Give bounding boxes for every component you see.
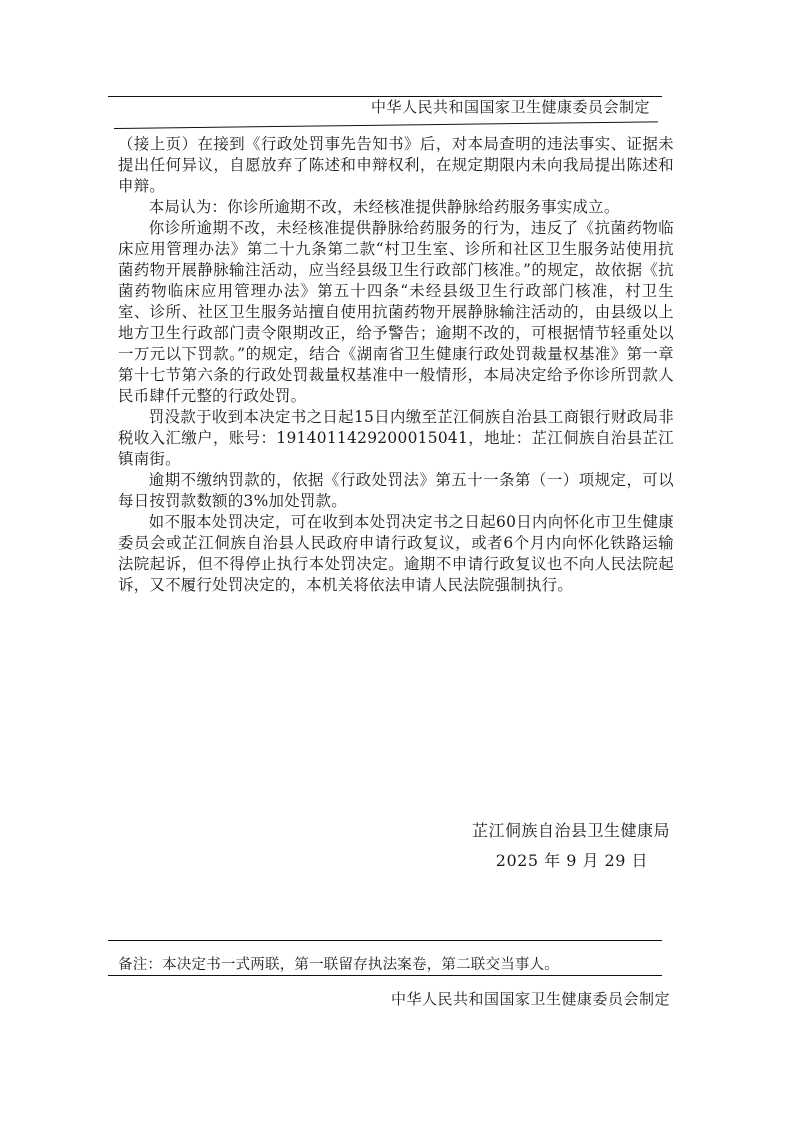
footer-issuer: 中华人民共和国国家卫生健康委员会制定 — [390, 990, 670, 1008]
paragraph-continuation: （接上页）在接到《行政处罚事先告知书》后，对本局查明的违法事实、证据未提出任何异议，自愿放弃了陈述和申辩权利，在规定期限内未向我局提出陈述和申辩。 — [118, 135, 674, 195]
remark-bottom-rule — [108, 975, 662, 976]
remark-top-rule — [108, 940, 662, 941]
paragraph-appeal: 如不服本处罚决定，可在收到本处罚决定书之日起60日内向怀化市卫生健康委员会或芷江侗族自治县人民政府申请行政复议，或者6个月内向怀化铁路运输法院起诉，但不得停止执行本处罚决定。逾期不申请行政复议也不向人民法院起诉，又不履行处罚决定的，本机关将依法申请人民法院强制执行。 — [118, 513, 674, 594]
header-bottom-rule — [114, 121, 658, 129]
signature-organization: 芷江侗族自治县卫生健康局 — [471, 821, 670, 840]
signature-date: 2025 年 9 月 29 日 — [495, 851, 648, 870]
paragraph-legal-basis: 你诊所逾期不改，未经核准提供静脉给药服务的行为，违反了《抗菌药物临床应用管理办法》第二十九条第二款“村卫生室、诊所和社区卫生服务站使用抗菌药物开展静脉输注活动，应当经县级卫生行政部门核准。”的规定，故依据《抗菌药物临床应用管理办法》第五十四条“未经县级卫生行政部门核准，村卫生室、诊所、社区卫生服务站擅自使用抗菌药物开展静脉输注活动的，由县级以上地方卫生行政部门责令限期改正，给予警告；逾期不改的，可根据情节轻重处以一万元以下罚款。”的规定，结合《湖南省卫生健康行政处罚裁量权基准》第一章第十七节第六条的行政处罚裁量权基准中一般情形，本局决定给予你诊所罚款人民币肆仟元整的行政处罚。 — [118, 219, 674, 405]
header-issuer: 中华人民共和国国家卫生健康委员会制定 — [370, 98, 650, 116]
decision-body — [118, 134, 674, 596]
paragraph-late-penalty: 逾期不缴纳罚款的，依据《行政处罚法》第五十一条第（一）项规定，可以每日按罚款数额的3%加处罚款。 — [118, 471, 674, 510]
remark-note: 备注：本决定书一式两联，第一联留存执法案卷，第二联交当事人。 — [118, 957, 559, 973]
paragraph-payment: 罚没款于收到本决定书之日起15日内缴至芷江侗族自治县工商银行财政局非税收入汇缴户，账号：1914011429200015041，地址：芷江侗族自治县芷江镇南街。 — [118, 408, 674, 468]
paragraph-finding: 本局认为：你诊所逾期不改，未经核准提供静脉给药服务事实成立。 — [148, 198, 620, 216]
